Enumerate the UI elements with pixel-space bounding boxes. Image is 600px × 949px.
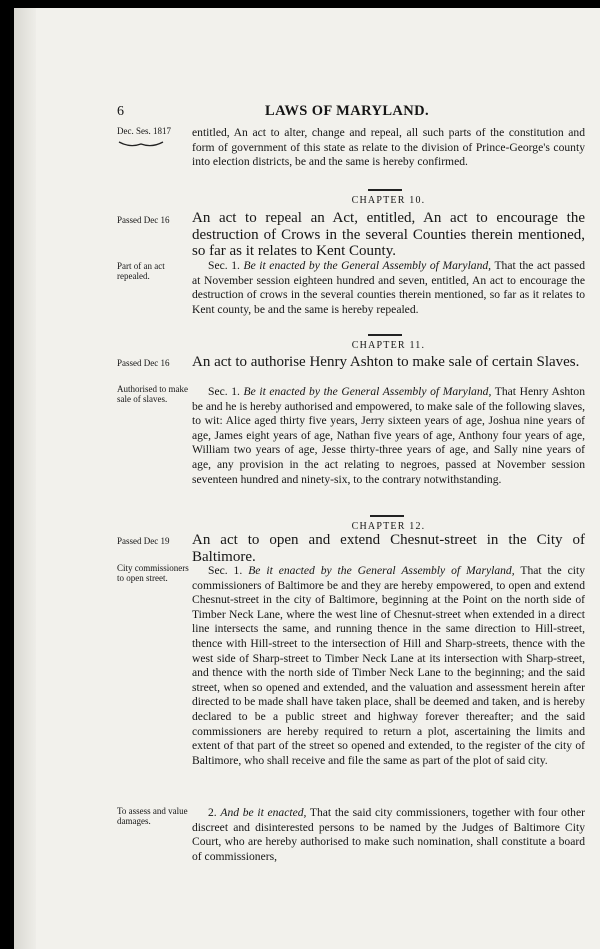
document-page xyxy=(14,8,600,949)
section-rule xyxy=(370,515,404,517)
chapter-10-title: An act to repeal an Act, entitled, An act to encourage the destruction of Crows in the several Counties therein mentioned, so far as it relates to Kent County. xyxy=(192,210,585,260)
margin-note-authorised: Authorised to make sale of slaves. xyxy=(117,384,188,404)
sec-label: Sec. 1. xyxy=(208,564,243,577)
margin-note-passed-ch10: Passed Dec 16 xyxy=(117,215,170,225)
enacting-clause: And be it enacted, xyxy=(220,806,307,819)
section-text: That Henry Ashton be and he is hereby authorised and empowered, to make sale of the following slaves, to wit: Alice aged thirty five years, Jerry sixteen years of age, Joshua nine years of age, James eight years of age, Nathan five years of age, Anthony four years of age, William two years of age, Jesse thirty-three years of age, and Sally nine years of age, any provision in the act relating to negroes, passed at November session seventeen hundred and ninety-six, to the contrary notwithstanding. xyxy=(192,385,585,486)
section-rule xyxy=(368,189,402,191)
sec-label: Sec. 1. xyxy=(208,259,240,272)
margin-note-commissioners: City commissioners to open street. xyxy=(117,563,189,583)
sec-label: 2. xyxy=(208,806,217,819)
section-rule xyxy=(368,334,402,336)
sec-label: Sec. 1. xyxy=(208,385,240,398)
margin-note-passed-ch12: Passed Dec 19 xyxy=(117,536,170,546)
page-binding-edge xyxy=(14,8,36,949)
chapter-12-section-1 xyxy=(192,564,585,768)
enacting-clause: Be it enacted by the General Assembly of Maryland, xyxy=(243,385,492,398)
section-text: That the said city commissioners, together with four other discreet and disinterested persons to be named by the Judges of Baltimore City Court, who are hereby authorised to make such nomination, shall constitute a board of commissioners, xyxy=(192,806,585,863)
margin-bracket-mark xyxy=(118,140,164,148)
chapter-10-heading: CHAPTER 10. xyxy=(351,195,426,206)
chapter-11-title: An act to authorise Henry Ashton to make sale of certain Slaves. xyxy=(192,354,580,370)
section-text: That the act passed at November session eighteen hundred and seven, entitled, An act to encourage the destruction of crows in the several counties therein mentioned, so far as it relates to Kent county, be and the same is hereby repealed. xyxy=(192,259,585,316)
running-title: LAWS OF MARYLAND. xyxy=(265,103,430,119)
chapter-12-title: An act to open and extend Chesnut-street in the City of Baltimore. xyxy=(192,532,585,565)
chapter-10-section-1 xyxy=(192,259,585,317)
intro-paragraph xyxy=(192,126,585,170)
margin-note-assess: To assess and value damages. xyxy=(117,806,188,826)
chapter-11-heading: CHAPTER 11. xyxy=(351,340,426,351)
chapter-11-section-1 xyxy=(192,385,585,487)
intro-text: entitled, An act to alter, change and repeal, all such parts of the constitution and form of government of this state as relate to the division of Prince-George's county into election districts, be and the same is hereby confirmed. xyxy=(192,126,585,169)
margin-note-passed-ch11: Passed Dec 16 xyxy=(117,358,170,368)
page-number: 6 xyxy=(117,104,124,119)
margin-note-part-repealed: Part of an act repealed. xyxy=(117,261,165,281)
chapter-12-heading: CHAPTER 12. xyxy=(351,521,426,532)
section-text: That the city commissioners of Baltimore be and they are hereby empowered, to open and extend Chesnut-street in the city of Baltimore, beginning at the Point on the north side of Timber Neck Lane, where the west line of Chesnut-street when extended in a direct line intersects the same, and running thence in the same direction to Hill-street, thence with Hill-street to the intersection of Hill and Sharp-streets, thence with the west side of Sharp-street to Timber Neck Lane at its intersection with Sharp-street, and thence with the north side of Timber Neck Lane to the beginning; and the said street, when so opened and extended, and the valuation and assessment herein after directed to be made shall have taken place, shall be deemed and taken, and is hereby declared to be a public street and highway forever thereafter; and the said commissioners are hereby required to return a plot, ascertaining the limits and extent of that part of the street so opened and extended, to the register of the city of Baltimore, who shall receive and file the same as part of the plot of said city. xyxy=(192,564,586,767)
enacting-clause: Be it enacted by the General Assembly of Maryland, xyxy=(243,259,492,272)
chapter-12-section-2 xyxy=(192,806,585,864)
enacting-clause: Be it enacted by the General Assembly of Maryland, xyxy=(248,564,515,577)
margin-note-session: Dec. Ses. 1817 xyxy=(117,126,171,136)
